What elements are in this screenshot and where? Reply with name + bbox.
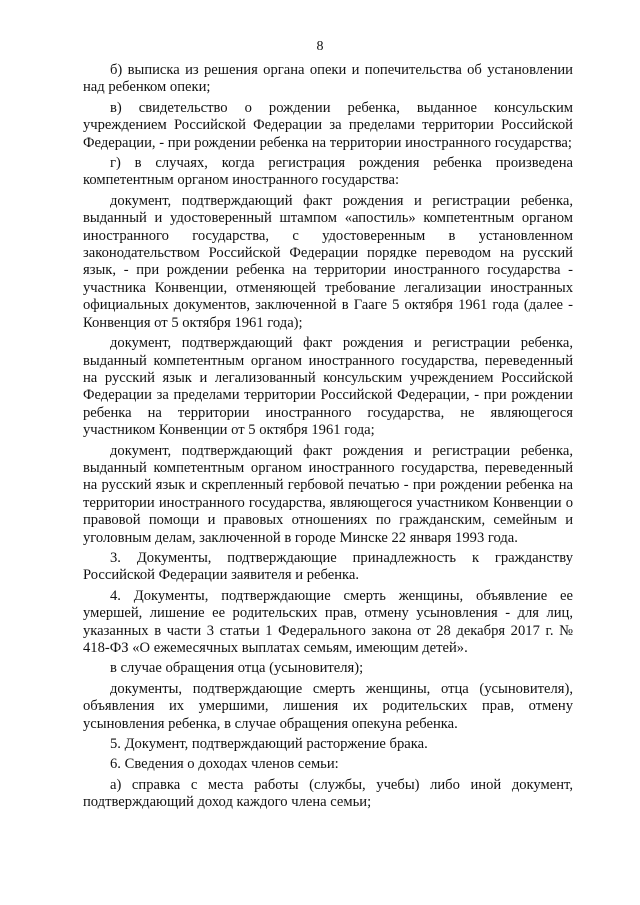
page-number: 8 <box>316 39 324 54</box>
paragraph-v-consular-certificate: в) свидетельство о рождении ребенка, выданное консульским учреждением Российской Федерации за пределами территории Российской Федерации, - при рождении ребенка на территории иностранного государства; <box>83 99 573 151</box>
paragraph-5-divorce: 5. Документ, подтверждающий расторжение брака. <box>110 736 428 753</box>
paragraph-6-income: 6. Сведения о доходах членов семьи: <box>110 756 339 773</box>
paragraph-g-foreign-registration: г) в случаях, когда регистрация рождения ребенка произведена компетентным органом иностранного государства: <box>83 155 573 189</box>
paragraph-a-work-certificate: а) справка с места работы (службы, учебы) либо иной документ, подтверждающий доход каждого члена семьи; <box>83 776 573 811</box>
paragraph-3-citizenship: 3. Документы, подтверждающие принадлежность к гражданству Российской Федерации заявителя и ребенка. <box>83 549 573 584</box>
paragraph-guardian-request: документы, подтверждающие смерть женщины, отца (усыновителя), объявления их умершими, лишения их родительских прав, отмену усыновления ребенка, в случае обращения опекуна ребенка. <box>83 680 573 732</box>
document-body <box>83 62 573 815</box>
paragraph-4-death-documents: 4. Документы, подтверждающие смерть женщины, объявление ее умершей, лишение ее родительских прав, отмену усыновления - для лиц, указанных в части 3 статьи 1 Федерального закона от 28 декабря 2017 г. № 418-ФЗ «О ежемесячных выплатах семьям, имеющим детей». <box>83 587 573 656</box>
paragraph-b-guardianship-extract: б) выписка из решения органа опеки и попечительства об установлении над ребенком опеки; <box>83 62 573 96</box>
paragraph-minsk-convention-document: документ, подтверждающий факт рождения и регистрации ребенка, выданный компетентным органом иностранного государства, переведенный на русский язык и скрепленный гербовой печатью - при рождении ребенка на территории иностранного государства, являющегося участником Конвенции о правовой помощи и правовых отношениях по гражданским, семейным и уголовным делам, заключенной в городе Минске 22 января 1993 года. <box>83 442 573 546</box>
paragraph-father-request: в случае обращения отца (усыновителя); <box>110 660 364 677</box>
paragraph-apostille-document: документ, подтверждающий факт рождения и регистрации ребенка, выданный и удостоверенный штампом «апостиль» компетентным органом иностранного государства, с удостоверенным в установленном законодательством Российской Федерации порядке переводом на русский язык, - при рождении ребенка на территории иностранного государства - участника Конвенции, отменяющей требование легализации иностранных официальных документов, заключенной в Гааге 5 октября 1961 года (далее - Конвенция от 5 октября 1961 года); <box>83 192 573 331</box>
paragraph-legalized-document: документ, подтверждающий факт рождения и регистрации ребенка, выданный компетентным органом иностранного государства, переведенный на русский язык и легализованный консульским учреждением Российской Федерации за пределами территории Российской Федерации, - при рождении ребенка на территории иностранного государства, не являющегося участником Конвенции от 5 октября 1961 года; <box>83 335 573 439</box>
